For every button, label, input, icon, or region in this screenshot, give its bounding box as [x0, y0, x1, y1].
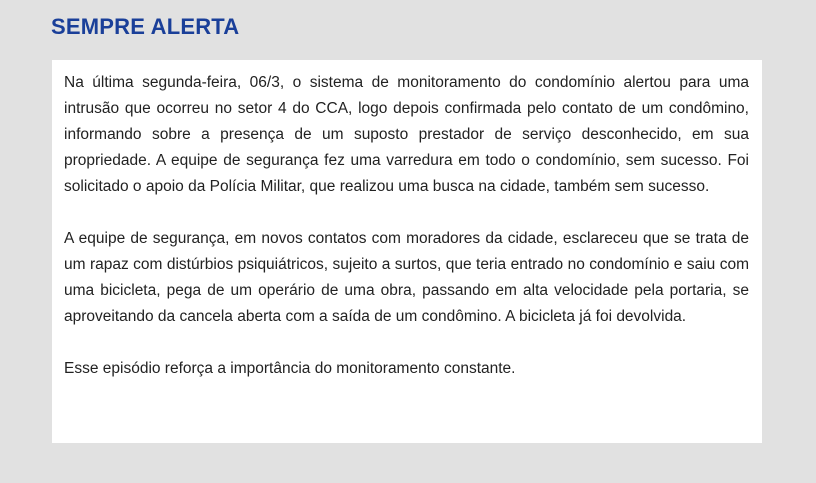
article-paragraph-2: A equipe de segurança, em novos contatos com moradores da cidade, esclareceu que se trata de um rapaz com distúrbios psiquiátricos, sujeito a surtos, que teria entrado no condomínio e saiu com uma bicicleta, pega de um operário de uma obra, passando em alta velocidade pela portaria, se aproveitando da cancela aberta com a saída de um condômino. A bicicleta já foi devolvida. — [64, 230, 749, 325]
article-box — [52, 60, 762, 443]
page-title: SEMPRE ALERTA — [51, 14, 240, 39]
article-paragraph-1: Na última segunda-feira, 06/3, o sistema de monitoramento do condomínio alertou para uma intrusão que ocorreu no setor 4 do CCA, logo depois confirmada pelo contato de um condômino, informando sobre a presença de um suposto prestador de serviço desconhecido, em sua propriedade. A equipe de segurança fez uma varredura em todo o condomínio, sem sucesso. Foi solicitado o apoio da Polícia Militar, que realizou uma busca na cidade, também sem sucesso. — [64, 74, 749, 195]
article-paragraph-3: Esse episódio reforça a importância do monitoramento constante. — [64, 360, 516, 377]
